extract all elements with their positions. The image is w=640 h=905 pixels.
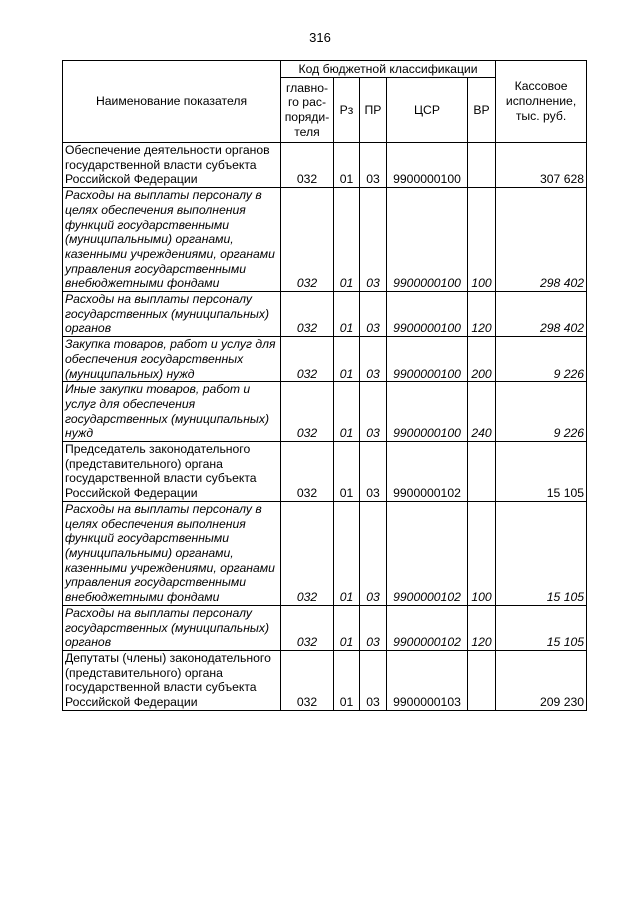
table-row xyxy=(63,650,587,710)
row-name: Иные закупки товаров, работ и услуг для обеспечения государственных (муниципальных) нужд xyxy=(63,382,281,442)
row-grbs: 032 xyxy=(281,650,334,710)
row-vr xyxy=(468,442,496,502)
row-csr: 9900000100 xyxy=(387,188,468,292)
table-row xyxy=(63,292,587,337)
row-amount: 298 402 xyxy=(496,292,587,337)
row-rz: 01 xyxy=(334,292,360,337)
row-grbs: 032 xyxy=(281,143,334,188)
header-grbs: главно-го рас-поряди-теля xyxy=(281,78,334,143)
row-pr: 03 xyxy=(360,442,387,502)
row-name: Расходы на выплаты персоналу государственных (муниципальных) органов xyxy=(63,292,281,337)
row-csr: 9900000100 xyxy=(387,382,468,442)
row-amount: 298 402 xyxy=(496,188,587,292)
table-row xyxy=(63,442,587,502)
row-grbs: 032 xyxy=(281,188,334,292)
table-row xyxy=(63,501,587,605)
row-grbs: 032 xyxy=(281,292,334,337)
row-pr: 03 xyxy=(360,292,387,337)
table-body xyxy=(63,143,587,711)
row-pr: 03 xyxy=(360,382,387,442)
row-vr: 120 xyxy=(468,292,496,337)
row-name: Закупка товаров, работ и услуг для обеспечения государственных (муниципальных) нужд xyxy=(63,337,281,382)
row-name: Расходы на выплаты персоналу в целях обеспечения выполнения функций государственными (муниципальными) органами, казенными учреждениями, органами управления государственными внебюджетными фондами xyxy=(63,501,281,605)
header-pr: ПР xyxy=(360,78,387,143)
row-amount: 9 226 xyxy=(496,337,587,382)
page-number: 316 xyxy=(309,30,331,45)
row-name: Расходы на выплаты персоналу государственных (муниципальных) органов xyxy=(63,605,281,650)
row-grbs: 032 xyxy=(281,337,334,382)
row-csr: 9900000102 xyxy=(387,605,468,650)
row-csr: 9900000103 xyxy=(387,650,468,710)
header-vr: ВР xyxy=(468,78,496,143)
row-amount: 15 105 xyxy=(496,442,587,502)
row-pr: 03 xyxy=(360,501,387,605)
row-name: Расходы на выплаты персоналу в целях обеспечения выполнения функций государственными (муниципальными) органами, казенными учреждениями, органами управления государственными внебюджетными фондами xyxy=(63,188,281,292)
header-rz: Рз xyxy=(334,78,360,143)
row-rz: 01 xyxy=(334,442,360,502)
row-name: Председатель законодательного (представительного) органа государственной власти субъекта Российской Федерации xyxy=(63,442,281,502)
row-grbs: 032 xyxy=(281,382,334,442)
row-amount: 9 226 xyxy=(496,382,587,442)
row-csr: 9900000100 xyxy=(387,337,468,382)
header-csr: ЦСР xyxy=(387,78,468,143)
row-csr: 9900000100 xyxy=(387,143,468,188)
row-csr: 9900000102 xyxy=(387,501,468,605)
header-name: Наименование показателя xyxy=(63,61,281,143)
table-row xyxy=(63,337,587,382)
row-amount: 209 230 xyxy=(496,650,587,710)
row-vr: 100 xyxy=(468,188,496,292)
budget-table xyxy=(62,60,587,711)
row-pr: 03 xyxy=(360,605,387,650)
row-csr: 9900000102 xyxy=(387,442,468,502)
row-pr: 03 xyxy=(360,188,387,292)
row-rz: 01 xyxy=(334,382,360,442)
row-rz: 01 xyxy=(334,188,360,292)
row-csr: 9900000100 xyxy=(387,292,468,337)
header-code-group: Код бюджетной классификации xyxy=(281,61,496,78)
row-rz: 01 xyxy=(334,605,360,650)
row-amount: 15 105 xyxy=(496,605,587,650)
header-amount: Кассовое исполнение, тыс. руб. xyxy=(496,61,587,143)
row-rz: 01 xyxy=(334,337,360,382)
row-grbs: 032 xyxy=(281,605,334,650)
row-pr: 03 xyxy=(360,143,387,188)
row-rz: 01 xyxy=(334,143,360,188)
row-pr: 03 xyxy=(360,650,387,710)
row-name: Обеспечение деятельности органов государственной власти субъекта Российской Федерации xyxy=(63,143,281,188)
row-rz: 01 xyxy=(334,501,360,605)
row-vr xyxy=(468,650,496,710)
table-row xyxy=(63,605,587,650)
table-row xyxy=(63,188,587,292)
row-vr xyxy=(468,143,496,188)
table-row xyxy=(63,382,587,442)
row-pr: 03 xyxy=(360,337,387,382)
row-rz: 01 xyxy=(334,650,360,710)
row-grbs: 032 xyxy=(281,442,334,502)
row-amount: 307 628 xyxy=(496,143,587,188)
row-vr: 240 xyxy=(468,382,496,442)
row-amount: 15 105 xyxy=(496,501,587,605)
row-vr: 100 xyxy=(468,501,496,605)
table-row xyxy=(63,143,587,188)
row-grbs: 032 xyxy=(281,501,334,605)
row-vr: 200 xyxy=(468,337,496,382)
row-name: Депутаты (члены) законодательного (представительного) органа государственной власти субъекта Российской Федерации xyxy=(63,650,281,710)
row-vr: 120 xyxy=(468,605,496,650)
